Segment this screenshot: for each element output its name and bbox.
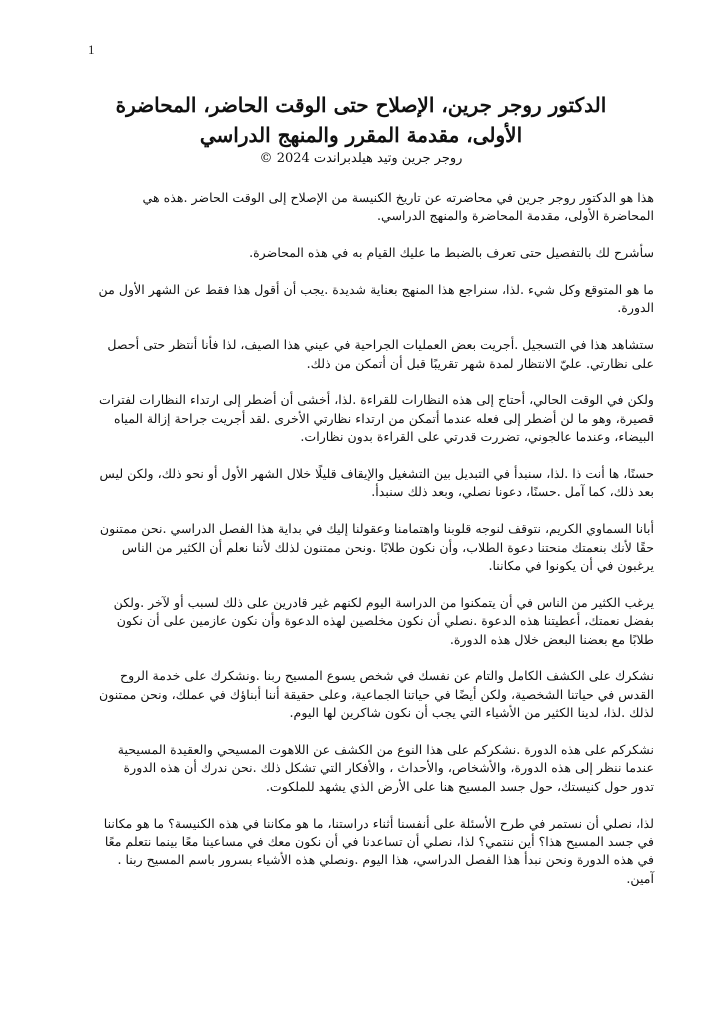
paragraph-surgery: ستشاهد هذا في التسجيل .أجريت بعض العمليات الجراحية في عيني هذا الصيف، لذا فأنا أنتظر حتى أحصل على نظارتي. عليّ الانتظار لمدة شهر تقريبًا قبل أن أتمكن من ذلك. xyxy=(107,337,654,371)
paragraph-prayer-start: حسنًا، ها أنت ذا .لذا، سنبدأ في التبديل بين التشغيل والإيقاف قليلًا خلال الشهر الأول أو نحو ذلك، ولكن ليس بعد ذلك، كما آمل .حسنًا، دعونا نصلي، وبعد ذلك سنبدأ. xyxy=(99,466,654,500)
paragraph-prayer-4: نشكركم على هذه الدورة .نشكركم على هذا النوع من الكشف عن اللاهوت المسيحي والعقيدة المسيحية عندما ننظر إلى هذه الدورة، والأشخاص، والأحداث ، والأفكار التي تشكل ذلك .نحن ندرك أن هذه الدورة تدور حول كنيستك، حول جسد المسيح هنا على الأرض الذي يشهد للملكوت. xyxy=(117,742,654,794)
paragraph-syllabus: ما هو المتوقع وكل شيء .لذا، سنراجع هذا المنهج بعناية شديدة .يجب أن أقول هذا فقط عن الشهر الأول من الدورة. xyxy=(98,282,654,316)
paragraph-prayer-2: يرغب الكثير من الناس في أن يتمكنوا من الدراسة اليوم لكنهم غير قادرين على ذلك لسبب أو لآخر .ولكن بفضل نعمتك، أعطيتنا هذه الدعوة .نصلي أن نكون مخلصين لهذه الدعوة وأن نكون عازمين على أن نكون طلابًا مع بعضنا البعض خلال هذه الدورة. xyxy=(113,594,654,647)
document-body xyxy=(98,189,654,888)
page-number: 1 xyxy=(88,42,95,57)
paragraph-explanation: سأشرح لك بالتفصيل حتى تعرف بالضبط ما عليك القيام به في هذه المحاضرة. xyxy=(249,245,654,261)
paragraph-prayer-5: لذا، نصلي أن نستمر في طرح الأسئلة على أنفسنا أثناء دراستنا، ما هو مكاننا في هذه الكنيسة؟ ما هو مكاننا في جسد المسيح هذا؟ أين ننتمي؟ لذا، نصلي أن تساعدنا في أن نكون معك في مساعينا معًا بينما نتعلم معًا في هذه الدورة ونحن نبدأ هذا الفصل الدراسي، هذا اليوم .ونصلي هذه الأشياء بسرور باسم المسيح ربنا . آمين. xyxy=(103,815,654,886)
author-copyright-line: روجر جرين وتيد هيلدبراندت 2024 © xyxy=(259,151,463,166)
paragraph-prayer-1: أبانا السماوي الكريم، نتوقف لنوجه قلوبنا واهتمامنا وعقولنا إليك في بداية هذا الفصل الدراسي .نحن ممتنون حقًا لأنك بنعمتك منحتنا دعوة الطلاب، وأن نكون طلابًا .ونحن ممتنون لذلك لأننا نعلم أن الكثير من الناس يرغبون في أن يكونوا في مكاننا. xyxy=(99,521,654,574)
paragraph-intro: هذا هو الدكتور روجر جرين في محاضرته عن تاريخ الكنيسة من الإصلاح إلى الوقت الحاضر .هذه هي المحاضرة الأولى، مقدمة المحاضرة والمنهج الدراسي. xyxy=(142,190,654,224)
paragraph-glasses: ولكن في الوقت الحالي، أحتاج إلى هذه النظارات للقراءة .لذا، أخشى أن أضطر إلى ارتداء النظارات لفترات قصيرة، وهو ما لن أضطر إلى فعله عندما أتمكن من ارتداء نظارتي الأخرى .لقد أجريت جراحة إزالة المياه البيضاء، وعندما عالجوني، تضررت قدرتي على القراءة بدون نظارات. xyxy=(98,392,654,445)
document-title: الدكتور روجر جرين، الإصلاح حتى الوقت الحاضر، المحاضرة الأولى، مقدمة المقرر والمنهج الدراسي xyxy=(115,93,607,147)
paragraph-prayer-3: نشكرك على الكشف الكامل والتام عن نفسك في شخص يسوع المسيح ربنا .ونشكرك على خدمة الروح القدس في حياتنا الشخصية، ولكن أيضًا في حياتنا الجماعية، وعلى حقيقة أننا أبناؤك في عملك، ونحن ممتنون لذلك .لذا، لدينا الكثير من الأشياء التي يجب أن نكون شاكرين لها اليوم. xyxy=(98,668,654,721)
